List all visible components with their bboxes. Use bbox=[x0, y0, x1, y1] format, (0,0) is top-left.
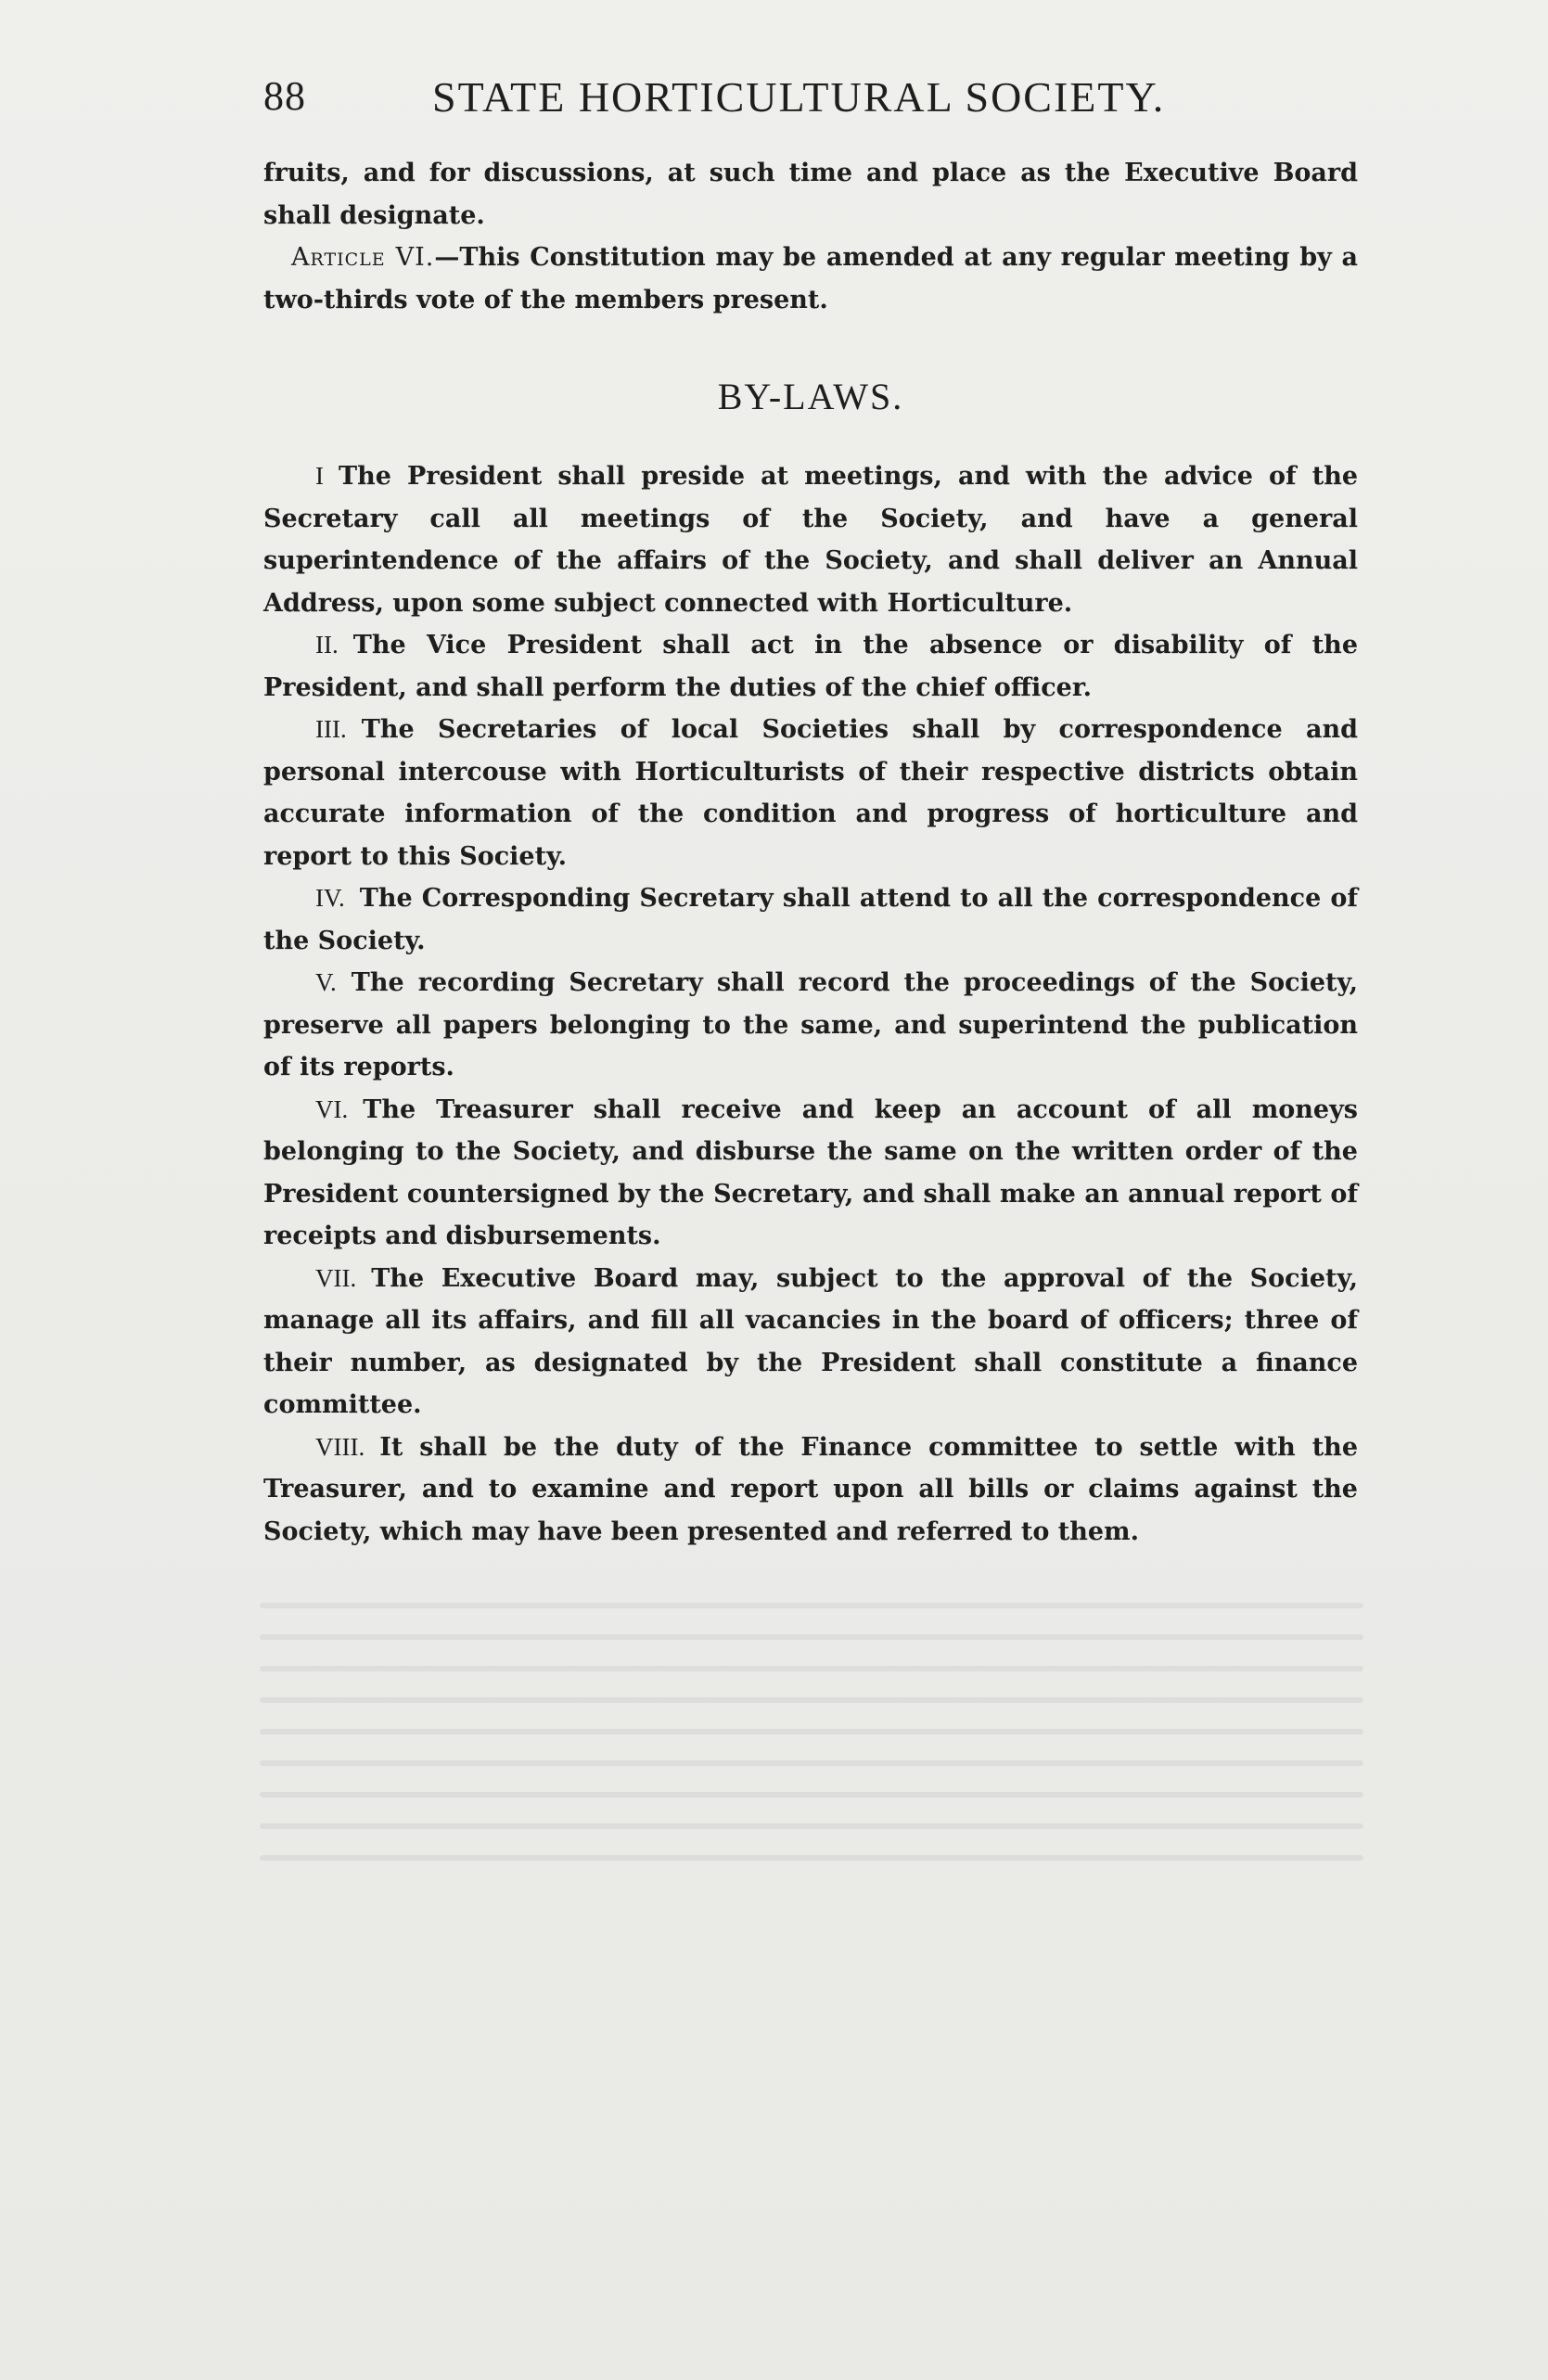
bylaw-number: VIII. bbox=[315, 1432, 365, 1461]
page-header bbox=[263, 72, 1358, 137]
bylaw-item bbox=[263, 1427, 1358, 1554]
show-through-line bbox=[260, 1603, 1363, 1608]
show-through-line bbox=[260, 1666, 1363, 1671]
bylaw-text: The Vice President shall act in the absence or disability of the President, and shall perform the duties of the chief officer. bbox=[263, 631, 1358, 702]
show-through-line bbox=[260, 1697, 1363, 1703]
show-through-line bbox=[260, 1855, 1363, 1861]
bylaw-number: III. bbox=[315, 715, 347, 743]
constitution-continuation: fruits, and for discussions, at such time and place as the Executive Board shall designate. bbox=[263, 159, 1358, 230]
show-through-line bbox=[260, 1729, 1363, 1734]
bylaw-text: The President shall preside at meetings, and with the advice of the Secretary call all meetings of the Society, and have a general superintendence of the affairs of the Society, and shall deliver an Annual Address, upon some subject connected with Horticulture. bbox=[263, 462, 1358, 618]
show-through-line bbox=[260, 1634, 1363, 1640]
body-text bbox=[263, 152, 1358, 1553]
bylaw-text: The Corresponding Secretary shall attend to all the correspondence of the Society. bbox=[263, 884, 1358, 955]
show-through-line bbox=[260, 1760, 1363, 1766]
bylaw-item bbox=[263, 455, 1358, 624]
bylaw-item bbox=[263, 1089, 1358, 1258]
running-head: STATE HORTICULTURAL SOCIETY. bbox=[432, 73, 1166, 121]
show-through-text bbox=[260, 1577, 1363, 2152]
bylaws-title: BY-LAWS. bbox=[717, 376, 904, 417]
show-through-line bbox=[260, 1823, 1363, 1829]
bylaw-number: VI. bbox=[315, 1094, 349, 1123]
bylaw-number: II. bbox=[315, 631, 339, 659]
show-through-line bbox=[260, 1792, 1363, 1798]
bylaw-number: I bbox=[315, 462, 324, 490]
bylaw-text: The Treasurer shall receive and keep an account of all moneys belonging to the Society, and disburse the same on the written order of the President countersigned by the Secretary, and shall make an annual report of receipts and disbursements. bbox=[263, 1094, 1358, 1250]
bylaw-text: The Executive Board may, subject to the approval of the Society, manage all its affairs, and fill all vacancies in the board of officers; three of their number, as designated by the President shall constitute a finance committee. bbox=[263, 1263, 1358, 1419]
bylaw-item bbox=[263, 624, 1358, 709]
article-vi bbox=[263, 237, 1358, 321]
bylaw-text: It shall be the duty of the Finance committee to settle with the Treasurer, and to examine and report upon all bills or claims against the Society, which may have been presented and referred to them. bbox=[263, 1432, 1358, 1546]
page-number: 88 bbox=[263, 73, 306, 119]
bylaw-item bbox=[263, 877, 1358, 962]
bylaw-item bbox=[263, 1258, 1358, 1427]
bylaw-item bbox=[263, 962, 1358, 1089]
bylaw-text: The recording Secretary shall record the proceedings of the Society, preserve all papers belonging to the same, and superintend the publication of its reports. bbox=[263, 968, 1358, 1081]
article-vi-label: Article VI. bbox=[291, 243, 435, 272]
bylaw-text: The Secretaries of local Societies shall by correspondence and personal intercouse with Horticulturists of their respective districts obtain accurate information of the condition and progress of horticulture and report to this Society. bbox=[263, 715, 1358, 871]
bylaw-item bbox=[263, 709, 1358, 877]
bylaw-number: V. bbox=[315, 968, 337, 996]
article-vi-text: —This Constitution may be amended at any regular meeting by a two-thirds vote of the members present. bbox=[263, 243, 1358, 314]
bylaw-number: IV. bbox=[315, 884, 345, 912]
bylaw-number: VII. bbox=[315, 1263, 357, 1292]
